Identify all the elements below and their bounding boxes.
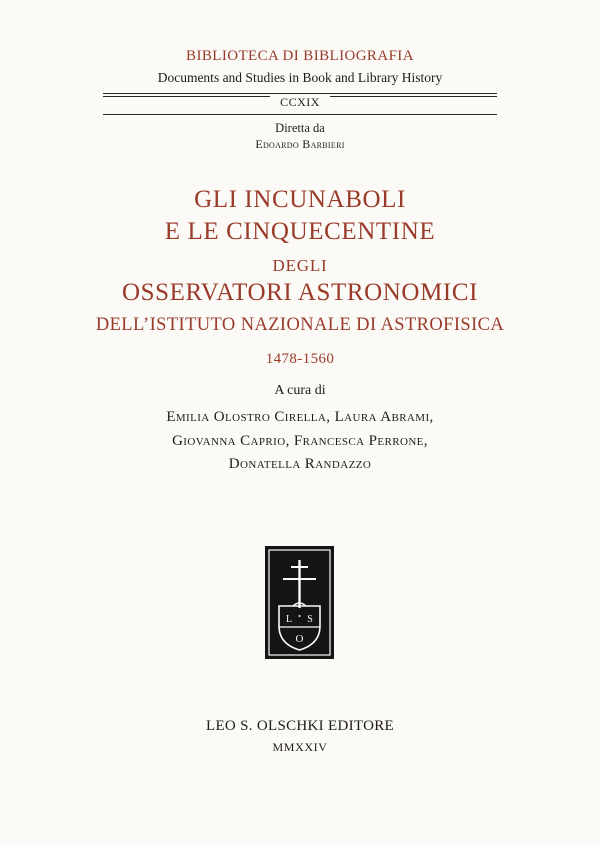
- series-director: Edoardo Barbieri: [255, 137, 345, 151]
- series-subtitle: Documents and Studies in Book and Library History: [157, 70, 443, 85]
- editors-label: A cura di: [274, 383, 326, 398]
- rule-bottom: [103, 114, 497, 115]
- mark-letter-o: O: [295, 633, 304, 645]
- publication-year: MMXXIV: [272, 740, 328, 754]
- book-years: 1478-1560: [265, 351, 335, 367]
- book-title-line-4: OSSERVATORI ASTRONOMICI: [121, 279, 479, 306]
- series-volume-number: [0, 95, 600, 110]
- publisher-name: LEO S. OLSCHKI EDITORE: [206, 718, 394, 734]
- rule-top: [103, 93, 497, 94]
- book-title-line-3: DEGLI: [272, 256, 328, 275]
- volume-label: CCXIX: [270, 95, 330, 109]
- book-title-line-1: GLI INCUNABOLI: [194, 186, 406, 213]
- mark-letter-s: S: [307, 614, 313, 625]
- directed-by-label: Diretta da: [275, 121, 325, 135]
- publisher-mark-icon: [265, 546, 334, 659]
- editors-line-3: Donatella Randazzo: [228, 456, 372, 472]
- book-title-line-5: DELL’ISTITUTO NAZIONALE DI ASTROFISICA: [95, 315, 505, 335]
- editors-line-2: Giovanna Caprio, Francesca Perrone,: [172, 433, 428, 449]
- editors-line-1: Emilia Olostro Cirella, Laura Abrami,: [166, 409, 434, 425]
- book-title-line-2: E LE CINQUECENTINE: [164, 218, 436, 245]
- mark-letter-l: L: [285, 614, 293, 625]
- series-title: BIBLIOTECA DI BIBLIOGRAFIA: [186, 48, 414, 64]
